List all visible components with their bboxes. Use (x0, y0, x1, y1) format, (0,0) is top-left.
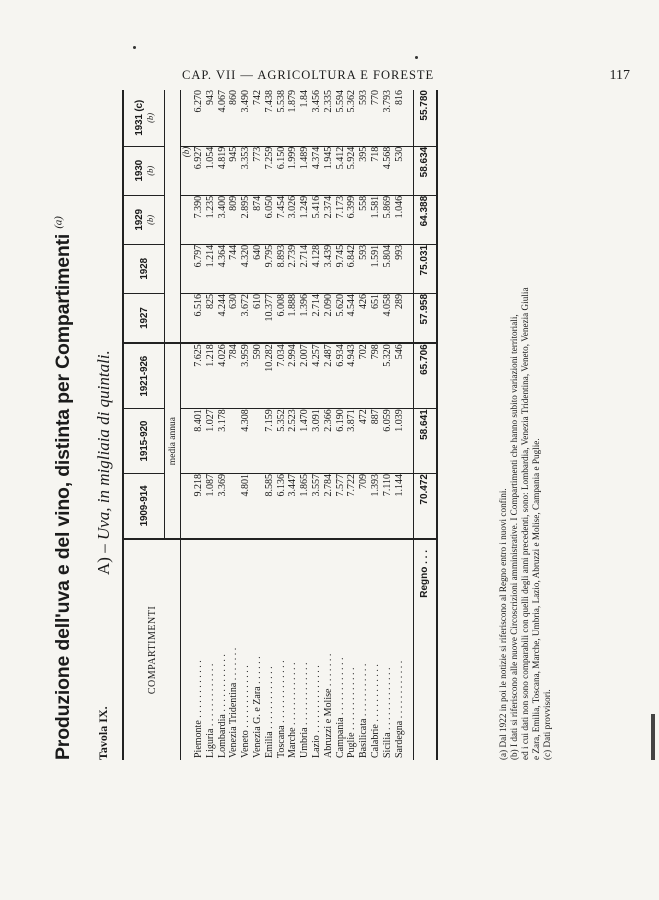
col-year: 1909-914 (138, 485, 150, 527)
value-cell: 593 (358, 244, 370, 293)
page-edge-mark (651, 714, 655, 760)
value-cell: 1.489 (299, 146, 311, 195)
compartimento-name: Lazio . . . . . . . . . . . . . . (310, 665, 322, 758)
col-note: (b) (144, 112, 155, 123)
value-cell: 825 (205, 293, 217, 343)
value-cell: 742 (252, 90, 264, 146)
value-cell: 860 (228, 90, 240, 146)
table-row (370, 90, 382, 760)
value-cell: 5.594 (335, 90, 347, 146)
value-cell: 2.090 (323, 293, 335, 343)
value-cell: 809 (228, 195, 240, 244)
value-cell: 530 (394, 146, 406, 195)
value-cell: 289 (394, 293, 406, 343)
col-header (123, 195, 165, 244)
value-cell: 590 (252, 343, 264, 409)
table-label: Tavola IX. (96, 706, 110, 760)
value-cell: 6.399 (346, 195, 358, 244)
col-header (123, 343, 165, 409)
value-cell: 7.259 (264, 146, 276, 195)
value-cell: 709 (358, 474, 370, 540)
table-row (193, 90, 205, 760)
table-title (52, 90, 76, 760)
col-header (123, 409, 165, 474)
value-cell: 9.745 (335, 244, 347, 293)
compartimento-name: Piemonte . . . . . . . . . . . . (193, 660, 204, 758)
compartimento-name: Sicilia . . . . . . . . . . . . . (381, 667, 393, 758)
value-cell: 4.308 (240, 409, 252, 474)
compartimento-name: Basilicata . . . . . . . . . . . (358, 663, 370, 758)
value-cell: 1.396 (299, 293, 311, 343)
value-cell: 943 (205, 90, 217, 146)
col-header (123, 293, 165, 343)
col-note: (b) (144, 165, 155, 176)
value-cell: 1.218 (205, 343, 217, 409)
table-row (323, 90, 335, 760)
value-cell: 2.335 (323, 90, 335, 146)
value-cell: 6.136 (276, 474, 288, 540)
value-cell: 6.050 (264, 195, 276, 244)
value-cell: 8.585 (264, 474, 276, 540)
value-cell: 546 (394, 343, 406, 409)
compartimento-name: Abruzzi e Molise . . . . . . . (322, 653, 334, 758)
col-year: 1931 (c) (133, 100, 145, 136)
total-value: 55.780 (414, 90, 438, 146)
value-cell: 2.784 (323, 474, 335, 540)
col-year: 1929 (133, 209, 145, 231)
value-cell: 4.544 (346, 293, 358, 343)
spacer-cell (405, 409, 414, 474)
total-value: 75.031 (414, 244, 438, 293)
value-cell: 10.282 (264, 343, 276, 409)
value-cell: 5.924 (346, 146, 358, 195)
table-row (382, 90, 394, 760)
value-cell (228, 409, 240, 474)
table-body (181, 90, 438, 760)
col-header (123, 244, 165, 293)
table-row (394, 90, 406, 760)
compartimento-name: Veneto . . . . . . . . . . . . . (240, 665, 252, 758)
value-cell: 558 (358, 195, 370, 244)
value-cell: 1.054 (205, 146, 217, 195)
value-cell: 4.943 (346, 343, 358, 409)
value-cell: 4.801 (240, 474, 252, 540)
value-cell: 6.059 (382, 409, 394, 474)
value-cell: 1.84 (299, 90, 311, 146)
compartimento-name: Sardegna . . . . . . . . . . . . (393, 660, 405, 758)
total-value: 58.634 (414, 146, 438, 195)
value-cell: 5.412 (335, 146, 347, 195)
value-cell: 7.438 (264, 90, 276, 146)
print-speck (415, 56, 418, 59)
value-cell: 472 (358, 409, 370, 474)
table-row (217, 90, 229, 760)
value-cell: 7.173 (335, 195, 347, 244)
value-cell: 2.523 (287, 409, 299, 474)
note-cell (181, 293, 194, 343)
value-cell: 3.456 (311, 90, 323, 146)
col-year: 1927 (138, 307, 150, 329)
value-cell: 7.454 (276, 195, 288, 244)
spacer-cell (405, 244, 414, 293)
note-cell (181, 474, 194, 540)
footnotes (498, 90, 553, 760)
total-row (414, 90, 438, 760)
spacer-cell (405, 146, 414, 195)
value-cell: 630 (228, 293, 240, 343)
table-row (276, 90, 288, 760)
value-cell: 1.235 (205, 195, 217, 244)
value-cell: 1.581 (370, 195, 382, 244)
spacer-row (405, 90, 414, 760)
footnote-line: e Zara, Emilia, Toscana, Marche, Umbria, Lazio, Abruzzi e Molise, Campania e Puglie. (531, 438, 541, 760)
value-cell: 426 (358, 293, 370, 343)
value-cell: 1.027 (205, 409, 217, 474)
value-cell: 2.994 (287, 343, 299, 409)
value-cell: 4.257 (311, 343, 323, 409)
value-cell: 3.026 (287, 195, 299, 244)
value-cell: 3.178 (217, 409, 229, 474)
compartimento-name: Calabrie . . . . . . . . . . . . (369, 664, 381, 758)
compartimento-name: Emilia . . . . . . . . . . . . . (263, 666, 275, 758)
subtitle-text: Uva, in migliaia di quintali. (94, 350, 113, 541)
value-cell: 5.352 (276, 409, 288, 474)
value-cell: 1.470 (299, 409, 311, 474)
compartimento-name: Liguria . . . . . . . . . . . . . (204, 663, 216, 758)
table-row (205, 90, 217, 760)
footnote-line: (b) I dati si riferiscono alle nuove Circoscrizioni amministrative. I Compartimenti che hanno subito variazioni territoriali, (509, 314, 519, 760)
value-cell: 3.871 (346, 409, 358, 474)
data-table (122, 90, 438, 760)
table-row (311, 90, 323, 760)
value-cell: 5.538 (276, 90, 288, 146)
value-cell: 3.439 (323, 244, 335, 293)
value-cell: 593 (358, 90, 370, 146)
notes-row (181, 90, 194, 760)
value-cell: 6.516 (193, 293, 205, 343)
value-cell: 1.879 (287, 90, 299, 146)
total-value: 58.641 (414, 409, 438, 474)
compartimento-name: Venezia G. e Zara . . . . . . (251, 656, 263, 758)
value-cell: 718 (370, 146, 382, 195)
value-cell: 10.377 (264, 293, 276, 343)
value-cell: 3.793 (382, 90, 394, 146)
value-cell: 4.128 (311, 244, 323, 293)
value-cell: 7.159 (264, 409, 276, 474)
value-cell: 1.945 (323, 146, 335, 195)
value-cell: 4.364 (217, 244, 229, 293)
value-cell: 3.091 (311, 409, 323, 474)
table-row (335, 90, 347, 760)
value-cell: 5.804 (382, 244, 394, 293)
value-cell: 5.362 (346, 90, 358, 146)
value-cell: 945 (228, 146, 240, 195)
footnote-line: ed i cui dati non sono comparabili con quelli degli anni precedenti, sono: Lombardia, Venezia Tridentina, Veneto, Venezia Giulia (520, 287, 530, 760)
value-cell: 816 (394, 90, 406, 146)
value-cell: 7.390 (193, 195, 205, 244)
compartimento-name: Umbria . . . . . . . . . . . . . (299, 662, 311, 758)
value-cell: 4.067 (217, 90, 229, 146)
compartimento-name: Toscana . . . . . . . . . . . . . (275, 660, 287, 758)
value-cell: 2.007 (299, 343, 311, 409)
value-cell: 6.190 (335, 409, 347, 474)
value-cell: 4.058 (382, 293, 394, 343)
value-cell: 610 (252, 293, 264, 343)
row-name (181, 539, 194, 760)
value-cell: 1.046 (394, 195, 406, 244)
value-cell: 2.487 (323, 343, 335, 409)
compartimento-name: Lombardia . . . . . . . . . . . . (216, 654, 228, 758)
media-annua-label: media annua (165, 343, 181, 539)
table-row (252, 90, 264, 760)
col-header (123, 474, 165, 540)
spacer-cell (405, 195, 414, 244)
value-cell: 1.591 (370, 244, 382, 293)
value-cell: 773 (252, 146, 264, 195)
value-cell: 3.447 (287, 474, 299, 540)
value-cell: 1.865 (299, 474, 311, 540)
title-footnote-ref: (a) (52, 216, 65, 229)
col-year: 1928 (138, 258, 150, 280)
value-cell: 3.369 (217, 474, 229, 540)
value-cell: 1.087 (205, 474, 217, 540)
value-cell: 395 (358, 146, 370, 195)
value-cell: 4.320 (240, 244, 252, 293)
subheader-blank (165, 90, 181, 343)
total-value: 70.472 (414, 474, 438, 540)
spacer-cell (405, 343, 414, 409)
table-row (287, 90, 299, 760)
total-value: 65.706 (414, 343, 438, 409)
value-cell: 993 (394, 244, 406, 293)
value-cell (252, 409, 264, 474)
footnote-line: (a) Dal 1922 in poi le notizie si riferiscono al Regno entro i nuovi confini. (498, 488, 508, 760)
header-row (123, 90, 165, 760)
compartimento-name: Puglie . . . . . . . . . . . . . (346, 667, 358, 758)
value-cell: 2.895 (240, 195, 252, 244)
value-cell: 5.416 (311, 195, 323, 244)
value-cell (252, 474, 264, 540)
print-speck (133, 46, 136, 49)
value-cell: 770 (370, 90, 382, 146)
value-cell: 640 (252, 244, 264, 293)
compartimenti-header: COMPARTIMENTI (123, 539, 181, 760)
total-label: Regno . . . (414, 539, 438, 760)
value-cell: 3.959 (240, 343, 252, 409)
rotated-table-block (52, 90, 560, 760)
note-cell (181, 90, 194, 146)
value-cell: 1.039 (394, 409, 406, 474)
value-cell: 1.214 (205, 244, 217, 293)
page-number: 117 (609, 68, 630, 83)
value-cell: 8.401 (193, 409, 205, 474)
table-row (358, 90, 370, 760)
col-header (123, 90, 165, 146)
total-value: 64.388 (414, 195, 438, 244)
spacer-cell (405, 539, 414, 760)
value-cell: 6.150 (276, 146, 288, 195)
compartimento-name: Venezia Tridentina . . . . . . . (228, 647, 240, 758)
value-cell: 887 (370, 409, 382, 474)
value-cell: 2.714 (299, 244, 311, 293)
value-cell: 7.722 (346, 474, 358, 540)
note-cell (181, 343, 194, 409)
value-cell: 6.797 (193, 244, 205, 293)
value-cell: 784 (228, 343, 240, 409)
value-cell: 1.393 (370, 474, 382, 540)
value-cell: 1.888 (287, 293, 299, 343)
value-cell: 8.893 (276, 244, 288, 293)
chapter-title: CAP. VII — AGRICOLTURA E FORESTE (182, 68, 435, 82)
value-cell: 2.739 (287, 244, 299, 293)
value-cell: 4.819 (217, 146, 229, 195)
compartimento-name: Marche . . . . . . . . . . . . . (287, 662, 299, 758)
note-cell (181, 409, 194, 474)
value-cell: 4.568 (382, 146, 394, 195)
value-cell: 6.934 (335, 343, 347, 409)
value-cell (228, 474, 240, 540)
value-cell: 3.353 (240, 146, 252, 195)
value-cell: 6.842 (346, 244, 358, 293)
value-cell: 3.490 (240, 90, 252, 146)
value-cell: 2.374 (323, 195, 335, 244)
value-cell: 7.625 (193, 343, 205, 409)
value-cell: 4.244 (217, 293, 229, 343)
value-cell: 2.714 (311, 293, 323, 343)
value-cell: 6.008 (276, 293, 288, 343)
value-cell: 4.374 (311, 146, 323, 195)
col-note: (b) (144, 214, 155, 225)
value-cell: 702 (358, 343, 370, 409)
title-text: Produzione dell'uva e del vino, distinta per Compartimenti (52, 233, 74, 760)
table-row (240, 90, 252, 760)
spacer-cell (405, 474, 414, 540)
value-cell: 5.320 (382, 343, 394, 409)
value-cell: 7.034 (276, 343, 288, 409)
table-subtitle (94, 350, 114, 575)
spacer-cell (405, 293, 414, 343)
table-row (299, 90, 311, 760)
note-cell (181, 195, 194, 244)
col-year: 1915-920 (138, 420, 150, 462)
value-cell: 874 (252, 195, 264, 244)
value-cell: 3.400 (217, 195, 229, 244)
note-cell: (b) (181, 146, 194, 195)
value-cell: 1.249 (299, 195, 311, 244)
value-cell: 5.620 (335, 293, 347, 343)
value-cell: 4.026 (217, 343, 229, 409)
total-value: 57.958 (414, 293, 438, 343)
value-cell: 7.110 (382, 474, 394, 540)
spacer-cell (405, 90, 414, 146)
subtitle-prefix: A) – (94, 540, 113, 575)
value-cell: 744 (228, 244, 240, 293)
value-cell: 1.144 (394, 474, 406, 540)
value-cell: 3.557 (311, 474, 323, 540)
value-cell: 3.672 (240, 293, 252, 343)
value-cell: 9.218 (193, 474, 205, 540)
running-header (160, 68, 630, 86)
value-cell: 798 (370, 343, 382, 409)
value-cell: 6.270 (193, 90, 205, 146)
table-row (264, 90, 276, 760)
note-cell (181, 244, 194, 293)
value-cell: 2.366 (323, 409, 335, 474)
col-year: 1921-926 (138, 355, 150, 397)
value-cell: 1.999 (287, 146, 299, 195)
col-year: 1930 (133, 160, 145, 182)
value-cell: 5.869 (382, 195, 394, 244)
table-row (346, 90, 358, 760)
value-cell: 9.795 (264, 244, 276, 293)
value-cell: 7.577 (335, 474, 347, 540)
col-header (123, 146, 165, 195)
footnote-line: (c) Dati provvisori. (542, 689, 552, 760)
value-cell: 651 (370, 293, 382, 343)
value-cell: 6.927 (193, 146, 205, 195)
table-row (228, 90, 240, 760)
compartimento-name: Campania . . . . . . . . . . . . (334, 657, 346, 758)
